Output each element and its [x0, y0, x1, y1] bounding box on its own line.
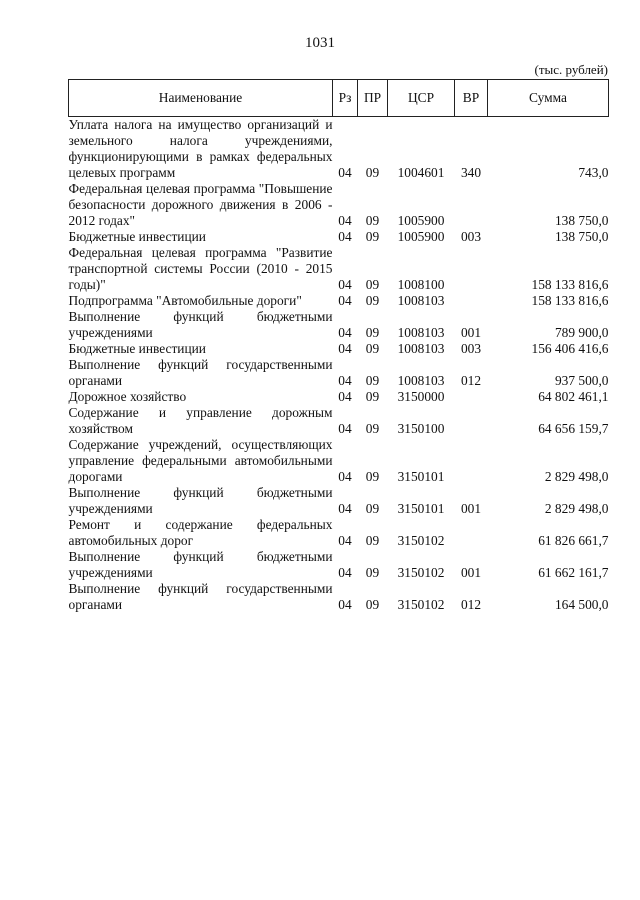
- row-pr: 09: [365, 389, 380, 404]
- row-csr: 3150101: [397, 501, 445, 516]
- row-csr: 3150101: [397, 469, 445, 484]
- header-pr: ПР: [358, 80, 388, 117]
- row-sum: 61 662 161,7: [538, 565, 609, 580]
- table-row: [69, 117, 609, 182]
- row-sum: 61 826 661,7: [538, 533, 609, 548]
- row-vr: 001: [460, 565, 482, 580]
- row-pr: 09: [365, 533, 380, 548]
- row-rz: 04: [338, 293, 352, 308]
- row-name: Бюджетные инвестиции: [68, 229, 206, 244]
- row-vr: [455, 293, 488, 309]
- table-row: [69, 357, 609, 389]
- row-pr: 09: [365, 565, 380, 580]
- row-pr: 09: [365, 229, 380, 244]
- row-rz: 04: [338, 501, 352, 516]
- row-rz: 04: [338, 213, 352, 228]
- row-csr: 1005900: [397, 229, 445, 244]
- row-name: Подпрограмма "Автомобильные дороги": [68, 293, 302, 308]
- table-body: [69, 117, 609, 614]
- row-rz: 04: [338, 597, 352, 612]
- row-csr: 3150100: [397, 421, 445, 436]
- row-vr: 340: [460, 165, 482, 180]
- row-sum: 158 133 816,6: [531, 277, 609, 292]
- row-sum: 743,0: [578, 165, 609, 180]
- table-header: [69, 80, 609, 117]
- header-sum: Сумма: [488, 80, 609, 117]
- row-sum: 789 900,0: [554, 325, 609, 340]
- row-vr: [455, 517, 488, 549]
- row-vr: [455, 389, 488, 405]
- row-pr: 09: [365, 165, 380, 180]
- row-csr: 1008103: [397, 325, 445, 340]
- row-sum: 156 406 416,6: [531, 341, 609, 356]
- row-name: Федеральная целевая программа "Повышение безопасности дорожного движения в 2006 - 2012 годах": [68, 181, 333, 228]
- row-sum: 2 829 498,0: [544, 469, 609, 484]
- row-sum: 164 500,0: [554, 597, 609, 612]
- header-name: Наименование: [69, 80, 333, 117]
- row-vr: 012: [460, 373, 482, 388]
- row-vr: [455, 405, 488, 437]
- row-vr: 001: [460, 501, 482, 516]
- row-rz: 04: [338, 229, 352, 244]
- row-rz: 04: [338, 325, 352, 340]
- row-name: Ремонт и содержание федеральных автомобильных дорог: [68, 517, 333, 548]
- row-name: Выполнение функций государственными органами: [68, 357, 333, 388]
- table-row: [69, 341, 609, 357]
- table-row: [69, 517, 609, 549]
- row-name: Выполнение функций государственными органами: [68, 581, 333, 612]
- row-rz: 04: [338, 469, 352, 484]
- table-row: [69, 581, 609, 613]
- row-vr: [455, 181, 488, 229]
- row-vr: 012: [460, 597, 482, 612]
- row-sum: 64 802 461,1: [538, 389, 609, 404]
- row-rz: 04: [338, 373, 352, 388]
- row-csr: 1008103: [397, 293, 445, 308]
- row-name: Содержание учреждений, осуществляющих управление федеральными автомобильными дорогами: [68, 437, 333, 484]
- row-vr: 003: [460, 229, 482, 244]
- page-number: 1031: [305, 35, 335, 51]
- row-rz: 04: [338, 565, 352, 580]
- row-csr: 1005900: [397, 213, 445, 228]
- table-row: [69, 389, 609, 405]
- row-sum: 2 829 498,0: [544, 501, 609, 516]
- row-csr: 3150102: [397, 565, 445, 580]
- row-csr: 1008100: [397, 277, 445, 292]
- row-name: Уплата налога на имущество организаций и земельного налога учреждениями, функционирующими в рамках федеральных целевых программ: [68, 117, 333, 180]
- row-sum: 64 656 159,7: [538, 421, 609, 436]
- budget-table: [68, 79, 609, 613]
- row-sum: 158 133 816,6: [531, 293, 609, 308]
- table-row: [69, 293, 609, 309]
- row-rz: 04: [338, 533, 352, 548]
- row-pr: 09: [365, 213, 380, 228]
- table-row: [69, 485, 609, 517]
- row-rz: 04: [338, 277, 352, 292]
- table-row: [69, 405, 609, 437]
- table-row: [69, 229, 609, 245]
- row-sum: 138 750,0: [554, 229, 609, 244]
- row-name: Выполнение функций бюджетными учреждениями: [68, 485, 333, 516]
- row-csr: 3150102: [397, 597, 445, 612]
- row-csr: 3150000: [397, 389, 445, 404]
- row-rz: 04: [338, 341, 352, 356]
- header-vr: ВР: [455, 80, 488, 117]
- table-row: [69, 181, 609, 229]
- row-csr: 1004601: [397, 165, 445, 180]
- row-pr: 09: [365, 293, 380, 308]
- row-name: Содержание и управление дорожным хозяйством: [68, 405, 333, 436]
- row-vr: [455, 437, 488, 485]
- row-name: Федеральная целевая программа "Развитие транспортной системы России (2010 - 2015 годы)": [68, 245, 333, 292]
- row-name: Выполнение функций бюджетными учреждениями: [68, 309, 333, 340]
- row-pr: 09: [365, 277, 380, 292]
- row-pr: 09: [365, 341, 380, 356]
- row-csr: 3150102: [397, 533, 445, 548]
- row-csr: 1008103: [397, 341, 445, 356]
- row-pr: 09: [365, 501, 380, 516]
- row-pr: 09: [365, 373, 380, 388]
- header-rz: Рз: [333, 80, 358, 117]
- row-vr: 001: [460, 325, 482, 340]
- table-row: [69, 549, 609, 581]
- header-csr: ЦСР: [388, 80, 455, 117]
- row-rz: 04: [338, 421, 352, 436]
- row-name: Дорожное хозяйство: [68, 389, 187, 404]
- table-row: [69, 437, 609, 485]
- table-row: [69, 245, 609, 293]
- row-sum: 138 750,0: [554, 213, 609, 228]
- row-pr: 09: [365, 325, 380, 340]
- row-sum: 937 500,0: [554, 373, 609, 388]
- row-name: Бюджетные инвестиции: [68, 341, 206, 356]
- row-pr: 09: [365, 597, 380, 612]
- row-rz: 04: [338, 389, 352, 404]
- row-name: Выполнение функций бюджетными учреждениями: [68, 549, 333, 580]
- units-label: (тыс. рублей): [534, 62, 608, 77]
- row-pr: 09: [365, 469, 380, 484]
- row-vr: 003: [460, 341, 482, 356]
- row-pr: 09: [365, 421, 380, 436]
- row-csr: 1008103: [397, 373, 445, 388]
- row-vr: [455, 245, 488, 293]
- table-row: [69, 309, 609, 341]
- row-rz: 04: [338, 165, 352, 180]
